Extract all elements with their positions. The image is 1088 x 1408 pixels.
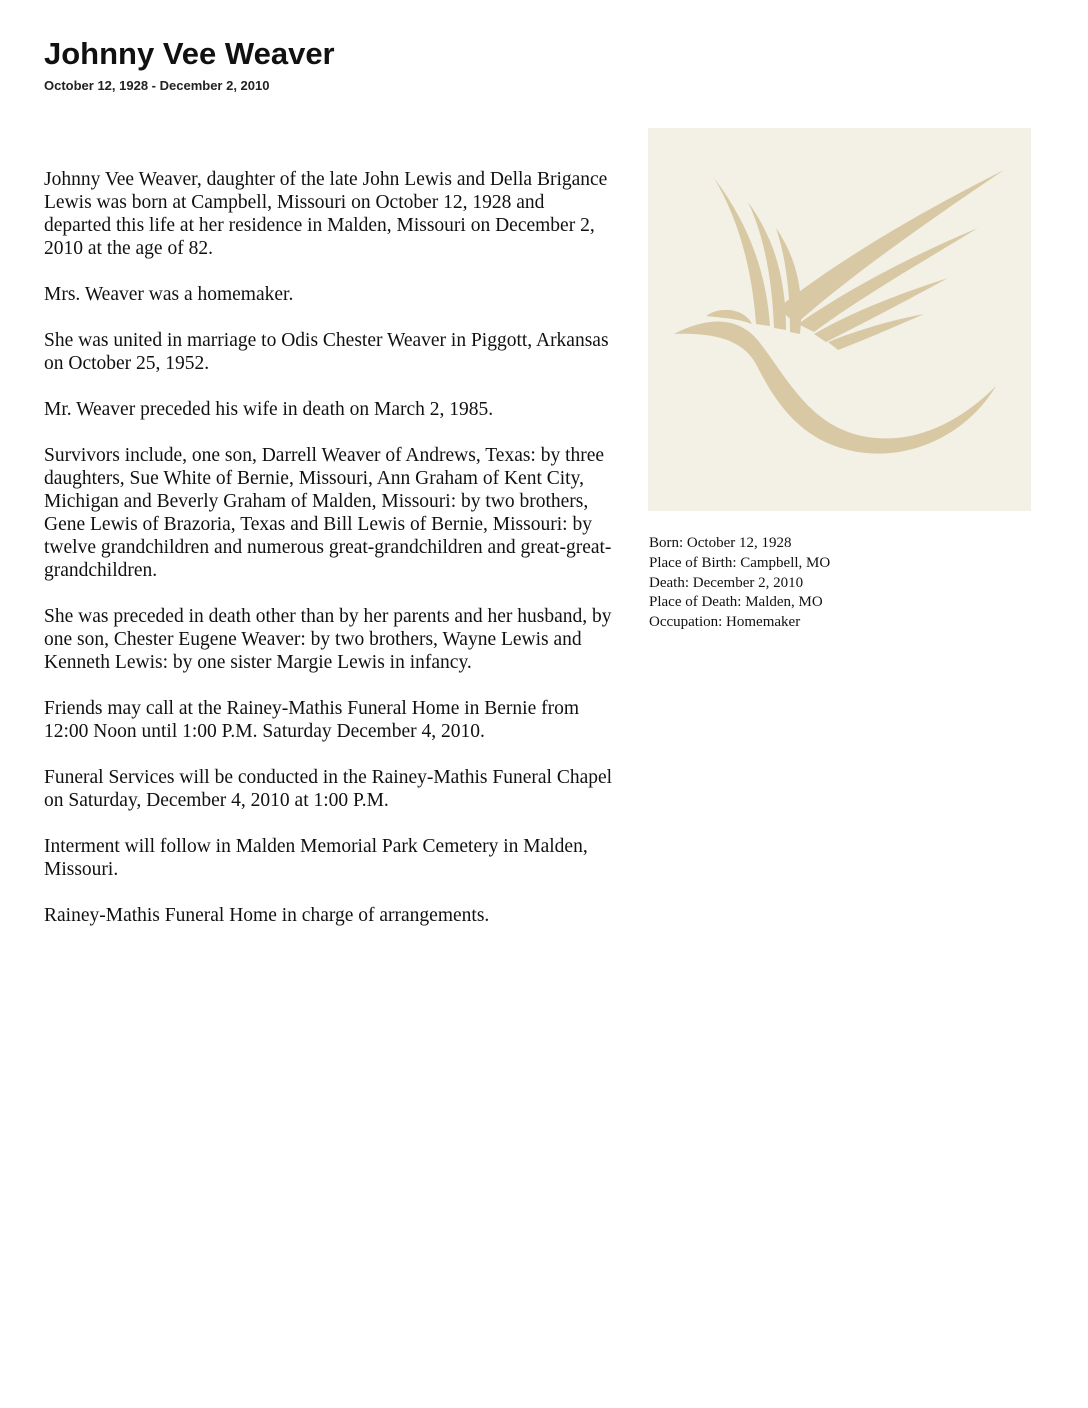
memorial-image xyxy=(648,128,1031,511)
paragraph-services: Funeral Services will be conducted in the Rainey-Mathis Funeral Chapel on Saturday, December 4, 2010 at 1:00 P.M. xyxy=(44,767,613,811)
obituary-text xyxy=(44,168,614,950)
deceased-name: Johnny Vee Weaver xyxy=(44,36,335,71)
fact-born: Born: October 12, 1928 xyxy=(649,535,792,551)
vital-facts xyxy=(649,534,1029,633)
paragraph-preceded: She was preceded in death other than by her parents and her husband, by one son, Chester Eugene Weaver: by two brothers, Wayne Lewis and Kenneth Lewis: by one sister Margie Lewis in infancy. xyxy=(44,606,612,673)
paragraph-spouse-death: Mr. Weaver preceded his wife in death on March 2, 1985. xyxy=(44,399,494,420)
paragraph-survivors: Survivors include, one son, Darrell Weaver of Andrews, Texas: by three daughters, Sue White of Bernie, Missouri, Ann Graham of Kent City, Michigan and Beverly Graham of Malden, Missouri: by two brothers, Gene Lewis of Brazoria, Texas and Bill Lewis of Bernie, Missouri: by twelve grandchildren and numerous great-grandchildren and great-great-grandchildren. xyxy=(44,445,612,581)
life-dates: October 12, 1928 - December 2, 2010 xyxy=(44,78,270,93)
obituary-header xyxy=(44,36,335,93)
paragraph-biography: Johnny Vee Weaver, daughter of the late John Lewis and Della Brigance Lewis was born at Campbell, Missouri on October 12, 1928 and departed this life at her residence in Malden, Missouri on December 2, 2010 at the age of 82. xyxy=(44,169,608,259)
fact-occupation: Occupation: Homemaker xyxy=(649,614,801,631)
paragraph-arrangements: Rainey-Mathis Funeral Home in charge of arrangements. xyxy=(44,905,490,926)
paragraph-occupation: Mrs. Weaver was a homemaker. xyxy=(44,284,294,305)
paragraph-marriage: She was united in marriage to Odis Chester Weaver in Piggott, Arkansas on October 25, 1952. xyxy=(44,330,609,374)
paragraph-interment: Interment will follow in Malden Memorial Park Cemetery in Malden, Missouri. xyxy=(44,836,588,880)
fact-place-of-death: Place of Death: Malden, MO xyxy=(649,594,823,611)
fact-place-of-birth: Place of Birth: Campbell, MO xyxy=(649,554,831,571)
fact-death: Death: December 2, 2010 xyxy=(649,574,804,591)
dove-icon xyxy=(648,128,1031,511)
paragraph-visitation: Friends may call at the Rainey-Mathis Funeral Home in Bernie from 12:00 Noon until 1:00 P.M. Saturday December 4, 2010. xyxy=(44,698,580,742)
